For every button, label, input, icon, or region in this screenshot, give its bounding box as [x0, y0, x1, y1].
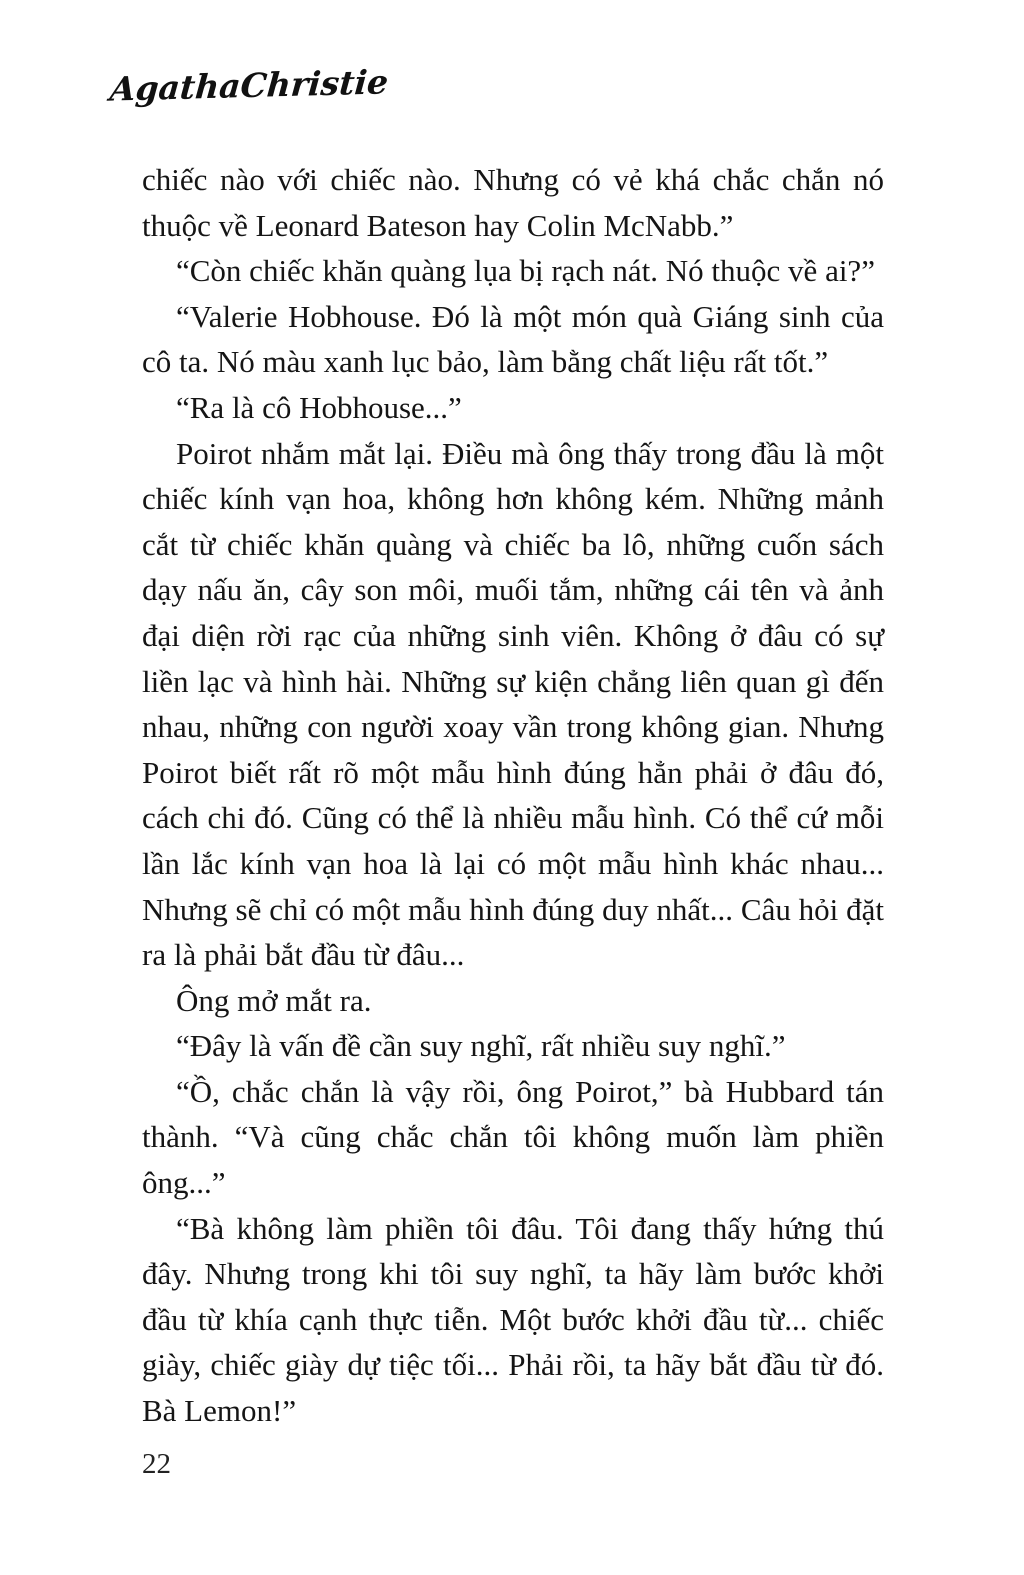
paragraph: Ông mở mắt ra. [176, 982, 372, 1018]
page-number: 22 [142, 1448, 171, 1480]
paragraph: “Ra là cô Hobhouse...” [176, 389, 462, 425]
paragraph: Poirot nhắm mắt lại. Điều mà ông thấy trong đầu là một chiếc kính vạn hoa, không hơn không kém. Những mảnh cắt từ chiếc khăn quàng và chiếc ba lô, những cuốn sách dạy nấu ăn, cây son môi, muối tắm, những cái tên và ảnh đại diện rời rạc của những sinh viên. Không ở đâu có sự liền lạc và hình hài. Những sự kiện chẳng liên quan gì đến nhau, những con người xoay vần trong không gian. Nhưng Poirot biết rất rõ một mẫu hình đúng hẳn phải ở đâu đó, cách chi đó. Cũng có thể là nhiều mẫu hình. Có thể cứ mỗi lần lắc kính vạn hoa là lại có một mẫu hình khác nhau... Nhưng sẽ chỉ có một mẫu hình đúng duy nhất... Câu hỏi đặt ra là phải bắt đầu từ đâu... [142, 435, 884, 973]
author-signature-logo: AgathaChristie [108, 62, 390, 109]
paragraph: “Còn chiếc khăn quàng lụa bị rạch nát. Nó thuộc về ai?” [176, 253, 875, 289]
paragraph: “Đây là vấn đề cần suy nghĩ, rất nhiều suy nghĩ.” [176, 1028, 786, 1064]
page-body-text [142, 157, 884, 1434]
paragraph: “Valerie Hobhouse. Đó là một món quà Giáng sinh của cô ta. Nó màu xanh lục bảo, làm bằng chất liệu rất tốt.” [142, 298, 884, 380]
paragraph: “Bà không làm phiền tôi đâu. Tôi đang thấy hứng thú đây. Nhưng trong khi tôi suy nghĩ, ta hãy làm bước khởi đầu từ khía cạnh thực tiễn. Một bước khởi đầu từ... chiếc giày, chiếc giày dự tiệc tối... Phải rồi, ta hãy bắt đầu từ đó. Bà Lemon!” [142, 1210, 884, 1429]
paragraph: chiếc nào với chiếc nào. Nhưng có vẻ khá chắc chắn nó thuộc về Leonard Bateson hay Colin McNabb.” [142, 162, 884, 243]
paragraph: “Ồ, chắc chắn là vậy rồi, ông Poirot,” bà Hubbard tán thành. “Và cũng chắc chắn tôi không muốn làm phiền ông...” [142, 1073, 884, 1201]
